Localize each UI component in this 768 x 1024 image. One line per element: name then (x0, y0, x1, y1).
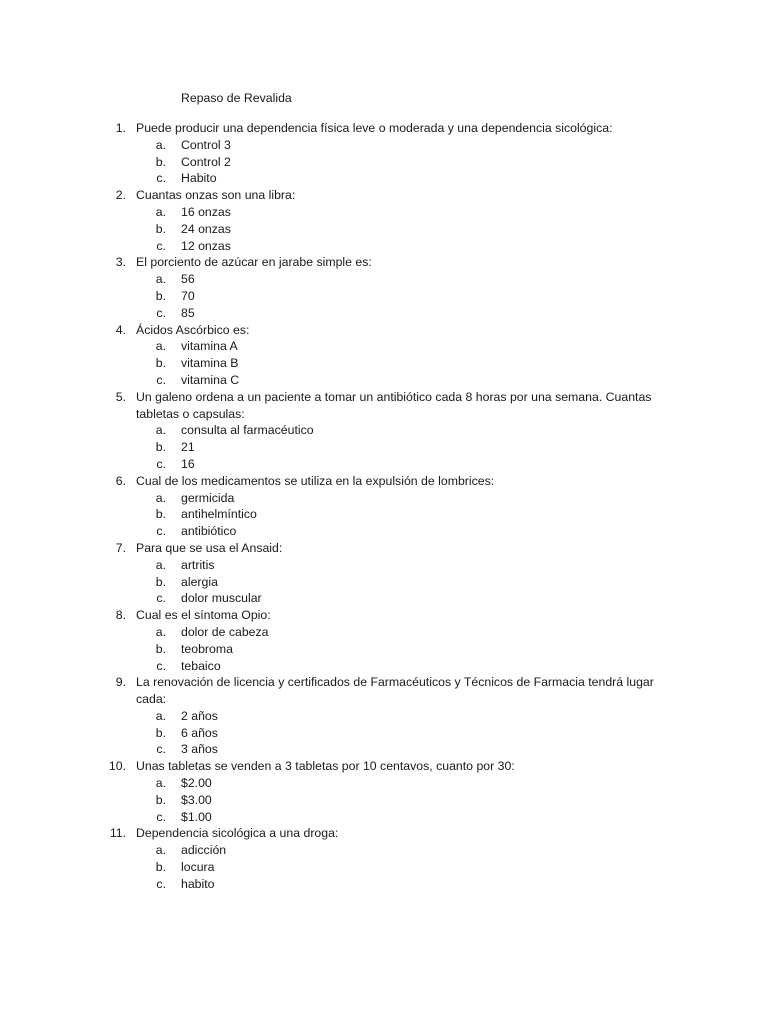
question-row (0, 607, 768, 624)
question-number: 6. (115, 473, 126, 488)
question-row (0, 825, 768, 842)
option-text: alergia (181, 574, 218, 589)
option-letter: a. (155, 339, 166, 354)
question-row (0, 120, 768, 137)
option-text: vitamina B (181, 356, 239, 371)
question-item (0, 187, 768, 254)
option-text: tebaico (181, 658, 221, 673)
question-item (0, 674, 768, 758)
question-text: Cual de los medicamentos se utiliza en la expulsión de lombrices: (136, 473, 495, 488)
answer-option (0, 842, 768, 859)
answer-option (0, 775, 768, 792)
question-text: Cual es el síntoma Opio: (136, 608, 271, 623)
question-item (0, 389, 768, 473)
answer-option (0, 372, 768, 389)
option-letter: b. (155, 221, 166, 236)
question-number: 3. (115, 255, 126, 270)
option-letter: c. (156, 591, 166, 606)
option-text: Control 3 (181, 137, 231, 152)
option-letter: c. (156, 809, 166, 824)
option-letter: a. (155, 490, 166, 505)
option-text: locura (181, 860, 215, 875)
option-text: consulta al farmacéutico (181, 423, 314, 438)
option-text: 85 (181, 305, 195, 320)
option-letter: a. (155, 204, 166, 219)
option-letter: b. (155, 356, 166, 371)
option-text: antibiótico (181, 524, 237, 539)
option-letter: a. (155, 624, 166, 639)
option-text: 16 onzas (181, 204, 231, 219)
document-title: Repaso de Revalida (181, 91, 292, 105)
answer-option (0, 338, 768, 355)
option-letter: c. (156, 238, 166, 253)
question-list (0, 120, 768, 893)
question-item (0, 473, 768, 540)
answer-option (0, 305, 768, 322)
question-row (0, 322, 768, 339)
option-letter: c. (156, 456, 166, 471)
answer-option (0, 355, 768, 372)
question-row (0, 473, 768, 490)
option-letter: a. (155, 843, 166, 858)
option-letter: b. (155, 725, 166, 740)
answer-option (0, 725, 768, 742)
question-number: 4. (115, 322, 126, 337)
question-number: 7. (115, 540, 126, 555)
option-text: vitamina C (181, 372, 240, 387)
question-row (0, 540, 768, 557)
question-text: Unas tabletas se venden a 3 tabletas por 10 centavos, cuanto por 30: (136, 759, 515, 774)
answer-option (0, 490, 768, 507)
option-letter: c. (156, 658, 166, 673)
option-text: germicida (181, 490, 235, 505)
answer-option (0, 221, 768, 238)
option-letter: a. (155, 557, 166, 572)
option-letter: b. (155, 440, 166, 455)
question-text: Puede producir una dependencia física leve o moderada y una dependencia sicológica: (136, 121, 613, 135)
option-text: 12 onzas (181, 238, 231, 253)
answer-option (0, 271, 768, 288)
option-text: 3 años (181, 742, 218, 757)
answer-option (0, 741, 768, 758)
question-item (0, 607, 768, 674)
answer-option (0, 574, 768, 591)
answer-option (0, 154, 768, 171)
question-item (0, 825, 768, 892)
answer-option (0, 137, 768, 154)
question-row (0, 758, 768, 775)
answer-option (0, 708, 768, 725)
option-letter: b. (155, 860, 166, 875)
answer-option (0, 792, 768, 809)
question-item (0, 758, 768, 825)
answer-option (0, 523, 768, 540)
question-text: Dependencia sicológica a una droga: (136, 826, 339, 841)
answer-option (0, 641, 768, 658)
answer-option (0, 658, 768, 675)
question-row (0, 389, 768, 423)
option-letter: a. (155, 776, 166, 791)
option-text: 24 onzas (181, 221, 231, 236)
question-number: 1. (115, 121, 126, 135)
option-text: 16 (181, 456, 195, 471)
option-text: Control 2 (181, 154, 231, 169)
option-text: Habito (181, 171, 217, 186)
question-text: La renovación de licencia y certificados de Farmacéuticos y Técnicos de Farmacia tendrá lugar cada: (136, 675, 654, 707)
option-letter: c. (156, 742, 166, 757)
option-letter: b. (155, 288, 166, 303)
option-text: 70 (181, 288, 195, 303)
option-letter: a. (155, 137, 166, 152)
question-number: 5. (115, 389, 126, 404)
question-row (0, 674, 768, 708)
option-letter: c. (156, 524, 166, 539)
option-letter: c. (156, 372, 166, 387)
answer-option (0, 876, 768, 893)
question-row (0, 187, 768, 204)
option-letter: c. (156, 305, 166, 320)
question-text: El porciento de azúcar en jarabe simple es: (136, 255, 372, 270)
question-number: 9. (115, 675, 126, 690)
option-text: 2 años (181, 708, 218, 723)
option-text: antihelmíntico (181, 507, 257, 522)
option-text: vitamina A (181, 339, 238, 354)
option-text: 21 (181, 440, 195, 455)
question-text: Ácidos Ascórbico es: (136, 322, 250, 337)
question-number: 10. (108, 759, 126, 774)
question-item (0, 540, 768, 607)
question-number: 8. (115, 608, 126, 623)
option-text: dolor de cabeza (181, 624, 269, 639)
question-number: 11. (109, 826, 126, 841)
option-letter: a. (155, 272, 166, 287)
option-letter: c. (156, 171, 166, 186)
option-text: 56 (181, 272, 195, 287)
question-text: Para que se usa el Ansaid: (136, 540, 283, 555)
answer-option (0, 238, 768, 255)
question-item (0, 322, 768, 389)
option-letter: c. (156, 876, 166, 891)
answer-option (0, 204, 768, 221)
answer-option (0, 456, 768, 473)
question-row (0, 254, 768, 271)
option-text: $1.00 (181, 809, 212, 824)
answer-option (0, 859, 768, 876)
answer-option (0, 506, 768, 523)
option-letter: a. (155, 423, 166, 438)
answer-option (0, 809, 768, 826)
question-text: Cuantas onzas son una libra: (136, 188, 296, 203)
option-letter: a. (155, 708, 166, 723)
question-item (0, 254, 768, 321)
question-number: 2. (115, 188, 126, 203)
option-text: habito (181, 876, 215, 891)
option-letter: b. (155, 507, 166, 522)
option-letter: b. (155, 792, 166, 807)
option-text: teobroma (181, 641, 233, 656)
option-text: $3.00 (181, 792, 212, 807)
option-text: artritis (181, 557, 215, 572)
answer-option (0, 288, 768, 305)
option-text: $2.00 (181, 776, 212, 791)
answer-option (0, 624, 768, 641)
question-text: Un galeno ordena a un paciente a tomar un antibiótico cada 8 horas por una semana. Cuantas tabletas o capsulas: (136, 389, 652, 421)
option-letter: b. (155, 641, 166, 656)
answer-option (0, 557, 768, 574)
option-letter: b. (155, 154, 166, 169)
option-letter: b. (155, 574, 166, 589)
option-text: 6 años (181, 725, 218, 740)
answer-option (0, 590, 768, 607)
option-text: adicción (181, 843, 227, 858)
answer-option (0, 170, 768, 187)
answer-option (0, 422, 768, 439)
option-text: dolor muscular (181, 591, 262, 606)
question-item (0, 120, 768, 187)
answer-option (0, 439, 768, 456)
